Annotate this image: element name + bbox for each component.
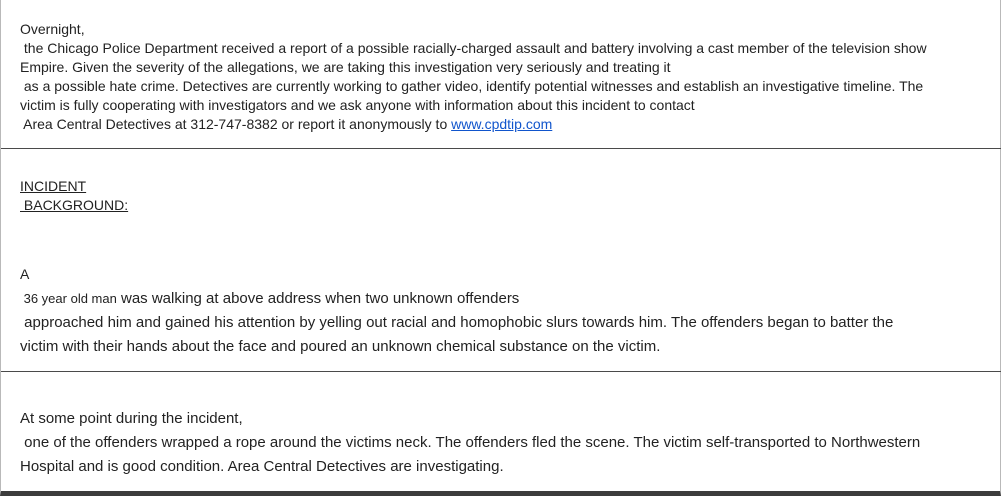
incident-age-text: 36 year old man	[20, 291, 117, 306]
followup-line-3: Hospital and is good condition. Area Central Detectives are investigating.	[20, 458, 504, 475]
incident-line-2	[20, 289, 519, 308]
statement-line-6	[20, 115, 552, 134]
statement-line-4: as a possible hate crime. Detectives are currently working to gather video, identify potential witnesses and establish an investigative timeline. The	[20, 78, 924, 94]
incident-line-3: approached him and gained his attention by yelling out racial and homophobic slurs towards him. The offenders began to batter the	[20, 314, 894, 331]
cpdtip-link[interactable]: www.cpdtip.com	[451, 116, 553, 132]
section-divider-2	[1, 371, 1001, 372]
incident-line-4: victim with their hands about the face and poured an unknown chemical substance on the victim.	[20, 338, 661, 355]
statement-line-1: Overnight,	[20, 21, 85, 37]
statement-line-6-text: Area Central Detectives at 312-747-8382 or report it anonymously to	[20, 116, 452, 132]
statement-line-3: Empire. Given the severity of the allegations, we are taking this investigation very seriously and treating it	[20, 59, 671, 75]
statement-line-2: the Chicago Police Department received a report of a possible racially-charged assault and battery involving a cast member of the television show	[20, 40, 927, 56]
incident-heading-line-1: INCIDENT	[20, 178, 87, 194]
statement-line-5: victim is fully cooperating with investigators and we ask anyone with information about this incident to contact	[20, 97, 695, 113]
followup-line-1: At some point during the incident,	[20, 410, 243, 427]
incident-line-2-text: was walking at above address when two unknown offenders	[116, 290, 520, 307]
section-divider	[1, 148, 1001, 149]
followup-line-2: one of the offenders wrapped a rope around the victims neck. The offenders fled the scene. The victim self-transported to Northwestern	[20, 434, 921, 451]
incident-line-1: A	[20, 266, 30, 282]
incident-heading-line-2: BACKGROUND:	[20, 197, 129, 213]
